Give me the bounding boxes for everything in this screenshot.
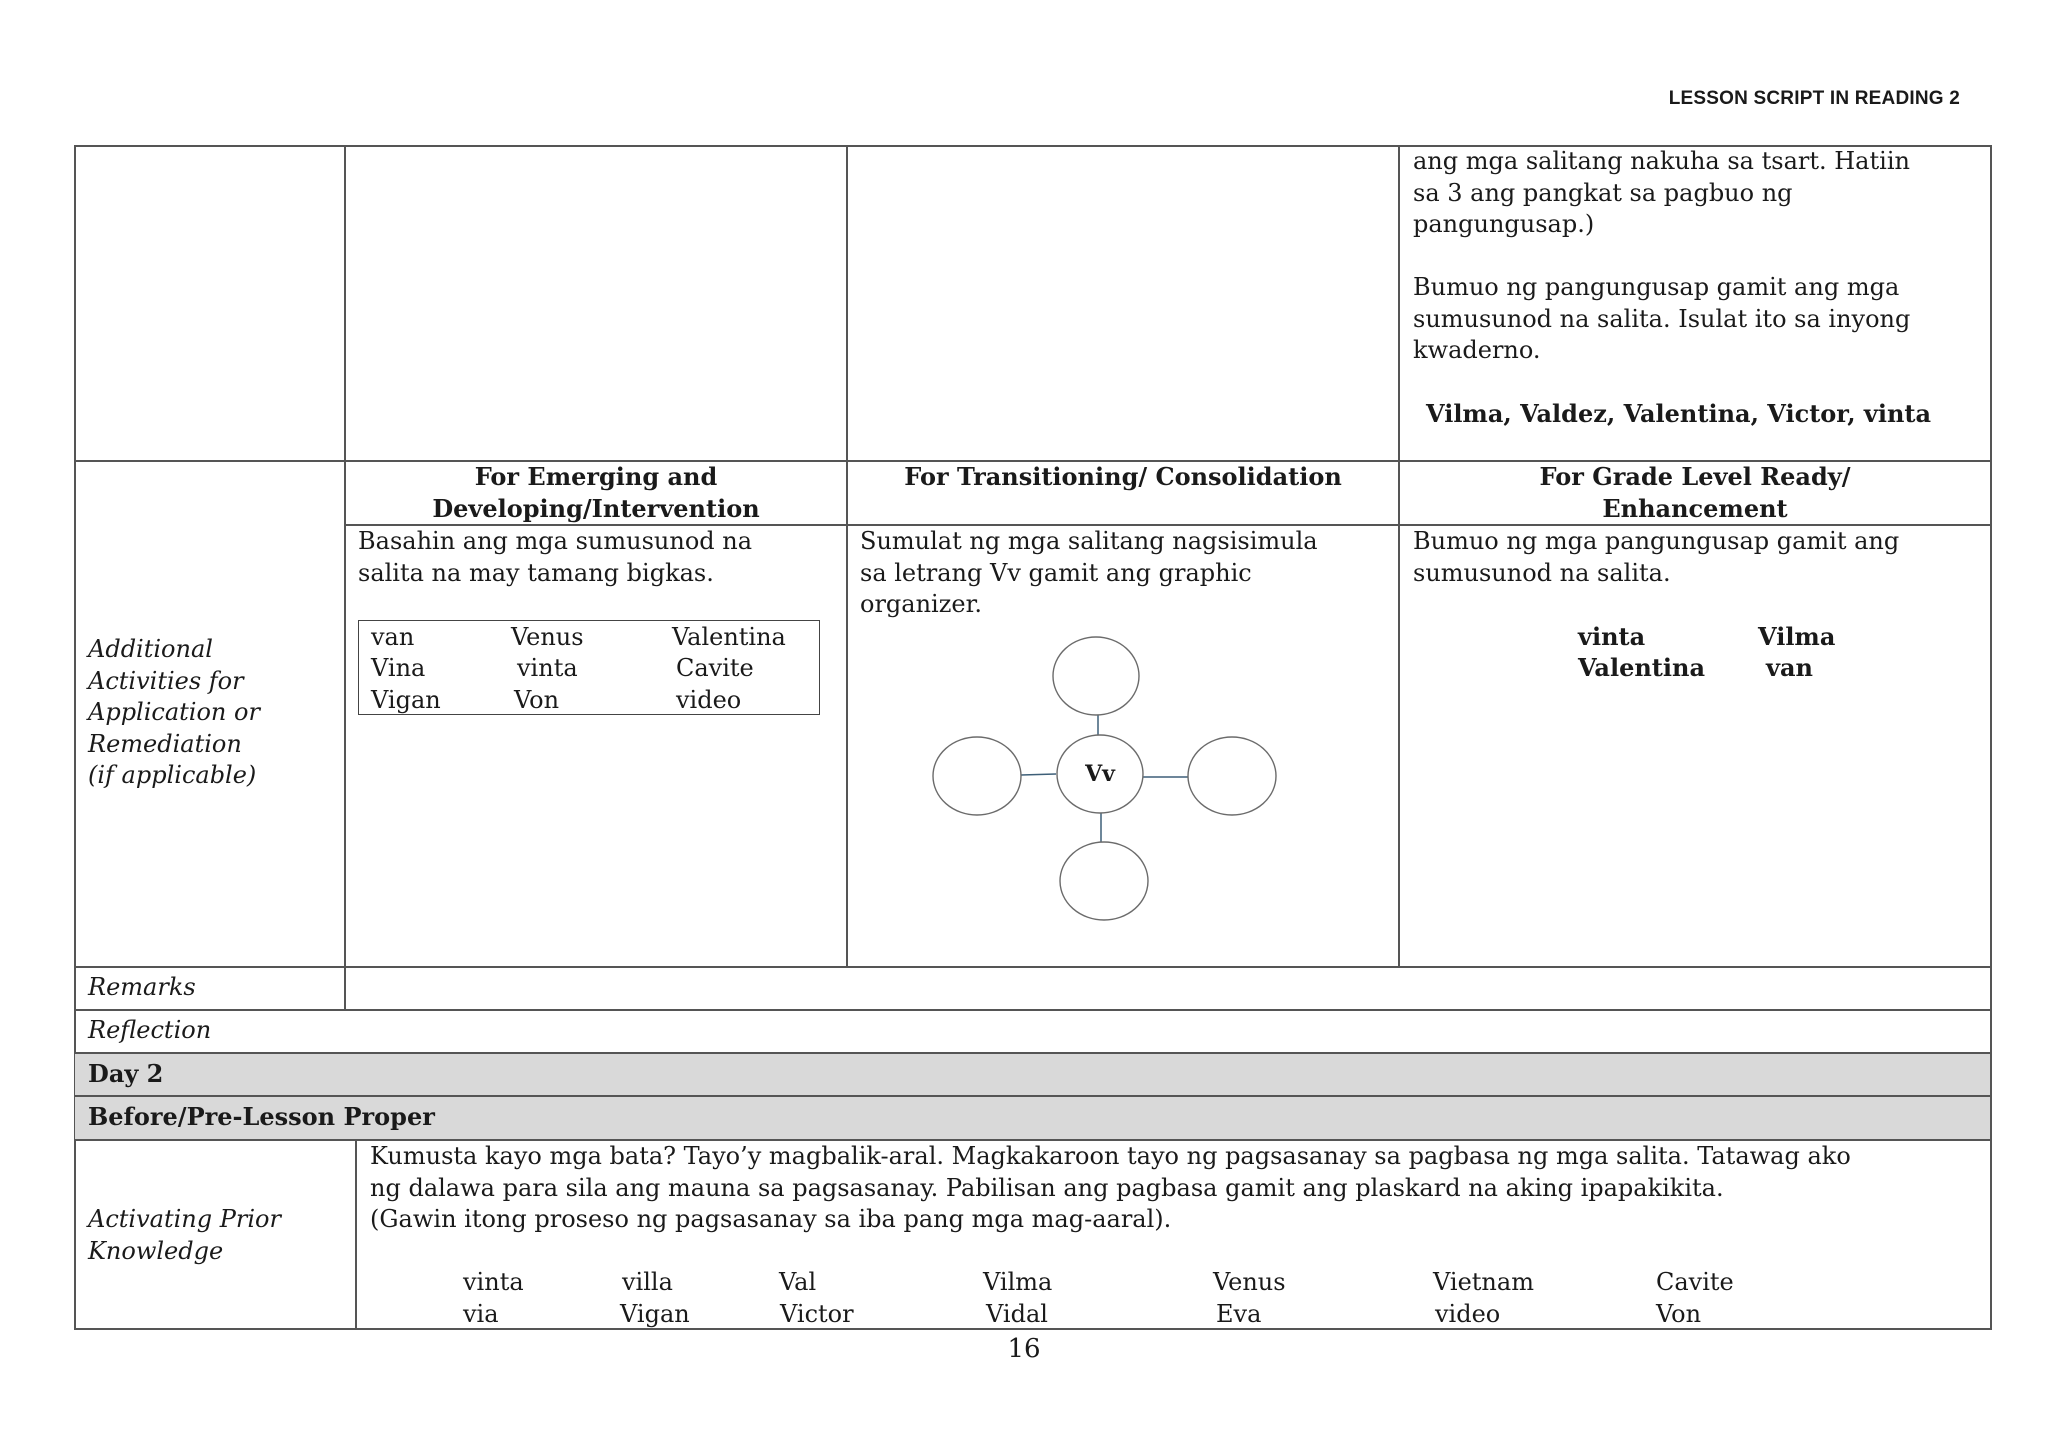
activating-text: (Gawin itong proseso ng pagsasanay sa iba pang mga mag-aaral). <box>370 1205 1172 1233</box>
enhancement-line: ang mga salitang nakuha sa tsart. Hatiin <box>1413 147 1910 175</box>
label-line: Remediation <box>88 730 242 758</box>
activating-text: Kumusta kayo mga bata? Tayo’y magbalik-aral. Magkakaroon tayo ng pagsasanay sa pagbasa ng mga salita. Tatawag ako <box>370 1142 1851 1170</box>
word-cell: Vigan <box>371 686 441 714</box>
emerging-instruction: salita na may tamang bigkas. <box>358 559 714 587</box>
flashcard-word: Von <box>1656 1300 1702 1328</box>
connector-left <box>1021 774 1056 775</box>
document-header-title: LESSON SCRIPT IN READING 2 <box>1668 88 1960 109</box>
word-cell: video <box>676 686 742 714</box>
word-cell: Cavite <box>676 654 754 682</box>
grade-ready-instruction: sumusunod na salita. <box>1413 559 1671 587</box>
enhancement-line: pangungusap.) <box>1413 210 1595 238</box>
day-label: Day 2 <box>88 1059 164 1088</box>
heading-emerging: Developing/Intervention <box>432 494 760 523</box>
flashcard-word: via <box>463 1300 499 1328</box>
page-number: 16 <box>1007 1334 1041 1364</box>
grade-ready-word: Valentina <box>1578 653 1706 682</box>
activating-label: Activating Prior <box>88 1205 281 1233</box>
flashcard-word: Victor <box>780 1300 854 1328</box>
emerging-instruction: Basahin ang mga sumusunod na <box>358 527 753 555</box>
circle-top <box>1053 637 1139 715</box>
transitioning-instruction: sa letrang Vv gamit ang graphic <box>860 559 1252 587</box>
word-cell: Vina <box>371 654 426 682</box>
flashcard-word: Cavite <box>1656 1268 1734 1296</box>
flashcard-word: Vigan <box>620 1300 690 1328</box>
word-cell: vinta <box>517 654 578 682</box>
grade-ready-word: vinta <box>1578 622 1646 651</box>
label-line: (if applicable) <box>88 761 257 789</box>
enhancement-line: sa 3 ang pangkat sa pagbuo ng <box>1413 179 1793 207</box>
circle-bottom <box>1060 842 1148 920</box>
activating-label: Knowledge <box>88 1237 224 1265</box>
grade-ready-word: Vilma <box>1758 622 1836 651</box>
word-cell: Von <box>514 686 560 714</box>
label-line: Application or <box>88 698 260 726</box>
instruction-line: sumusunod na salita. Isulat ito sa inyong <box>1413 305 1911 333</box>
heading-transitioning: For Transitioning/ Consolidation <box>904 462 1342 491</box>
word-cell: Valentina <box>672 623 786 651</box>
label-line: Activities for <box>88 667 244 695</box>
pre-lesson-label: Before/Pre-Lesson Proper <box>88 1102 435 1131</box>
transitioning-instruction: organizer. <box>860 590 983 618</box>
circle-right <box>1188 737 1276 815</box>
label-line: Additional <box>88 635 213 663</box>
flashcard-word: villa <box>622 1268 673 1296</box>
grade-ready-instruction: Bumuo ng mga pangungusap gamit ang <box>1413 527 1900 555</box>
instruction-line: Bumuo ng pangungusap gamit ang mga <box>1413 273 1900 301</box>
flashcard-word: Vietnam <box>1433 1268 1534 1296</box>
heading-grade-ready: Enhancement <box>1602 494 1788 523</box>
word-cell: van <box>371 623 415 651</box>
reflection-label: Reflection <box>88 1016 212 1044</box>
flashcard-word: Val <box>779 1268 817 1296</box>
flashcard-word: Vidal <box>986 1300 1048 1328</box>
remarks-label: Remarks <box>88 973 196 1001</box>
circle-left <box>933 737 1021 815</box>
activating-text: ng dalawa para sila ang mauna sa pagsasanay. Pabilisan ang pagbasa gamit ang plaskard na aking ipapakikita. <box>370 1174 1724 1202</box>
flashcard-word: vinta <box>463 1268 524 1296</box>
name-list: Vilma, Valdez, Valentina, Victor, vinta <box>1426 399 1932 428</box>
transitioning-instruction: Sumulat ng mga salitang nagsisimula <box>860 527 1318 555</box>
heading-emerging: For Emerging and <box>474 462 718 491</box>
grade-ready-word: van <box>1766 653 1813 682</box>
heading-grade-ready: For Grade Level Ready/ <box>1539 462 1851 491</box>
flashcard-word: Venus <box>1213 1268 1286 1296</box>
flashcard-word: Eva <box>1216 1300 1262 1328</box>
flashcard-word: video <box>1435 1300 1501 1328</box>
word-cell: Venus <box>511 623 584 651</box>
flashcard-word: Vilma <box>983 1268 1053 1296</box>
graphic-organizer-center-label: Vv <box>1085 761 1115 787</box>
instruction-line: kwaderno. <box>1413 336 1541 364</box>
